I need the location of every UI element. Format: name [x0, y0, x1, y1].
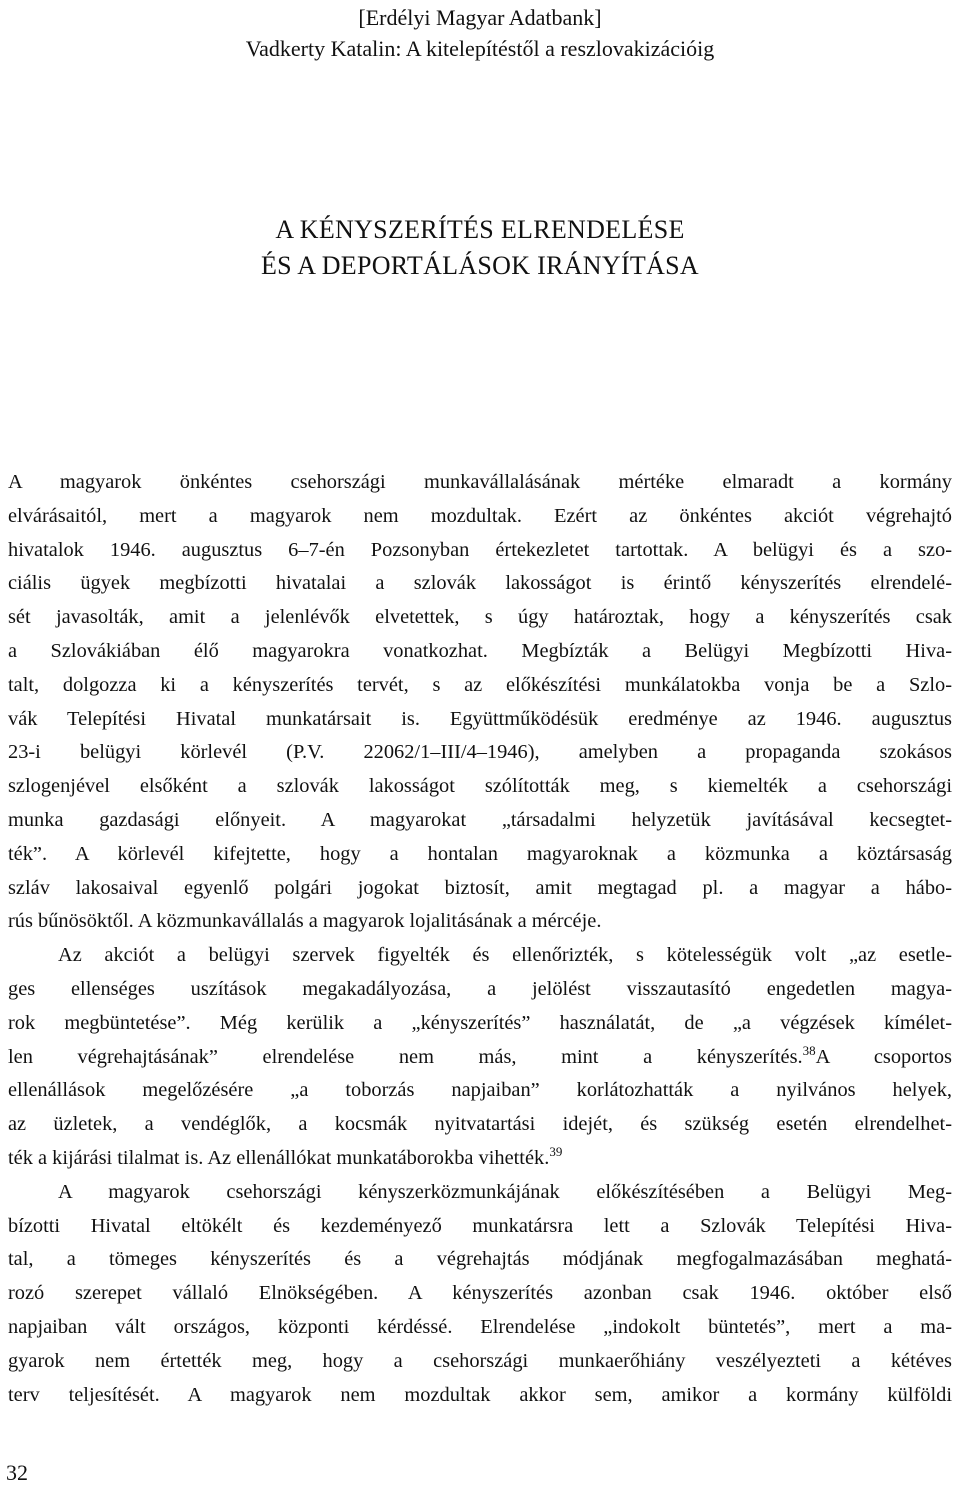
text-line: ellenállások megelőzésére „a toborzás napjaiban” korlátozhatták a nyilvános helyek, [8, 1079, 952, 1102]
text-line: napjaiban vált országos, központi kérdéssé. Elrendelése „indokolt büntetés”, mert a ma- [8, 1315, 952, 1338]
text-line-with-footnote [8, 1142, 952, 1176]
text-line: az üzletek, a vendéglők, a kocsmák nyitvatartási idejét, és szükség esetén elrendelhet- [8, 1113, 952, 1136]
text-line: munka gazdasági előnyeit. A magyarokat „társadalmi helyzetük javításával kecsegtet- [8, 808, 952, 831]
footnote-ref-39: 39 [549, 1143, 563, 1159]
text-line: tal, a tömeges kényszerítés és a végrehajtás módjának megfogalmazásában meghatá- [8, 1248, 952, 1271]
chapter-title-line-1: A KÉNYSZERÍTÉS ELRENDELÉSE [275, 215, 685, 244]
text-line: rozó szerepet vállaló Elnökségében. A kényszerítés azonban csak 1946. október első [8, 1282, 952, 1305]
document-header [0, 0, 960, 64]
text-line: talt, dolgozza ki a kényszerítés tervét, s az előkészítési munkálatokba vonja be a Szlo- [8, 673, 952, 696]
text-line: vák Telepítési Hivatal munkatársait is. Együttműködésük eredménye az 1946. augusztus [8, 707, 952, 730]
body-text [8, 466, 952, 1412]
text-line: terv teljesítését. A magyarok nem mozdultak akkor sem, amikor a kormány külföldi [8, 1383, 952, 1406]
text-line: szláv lakosaival egyenlő polgári jogokat biztosít, amit megtagad pl. a magyar a hábo- [8, 876, 952, 899]
text-fragment: ték a kijárási tilalmat is. Az ellenállókat munkatáborokba vihették. [8, 1146, 550, 1169]
text-line: rús bűnösöktől. A közmunkavállalás a magyarok lojalitásának a mércéje. [8, 910, 602, 933]
text-line: hivatalok 1946. augusztus 6–7-én Pozsonyban értekezletet tartottak. A belügyi és a szo- [8, 538, 952, 561]
footnote-ref-38: 38 [802, 1042, 816, 1058]
text-line: ték”. A körlevél kifejtette, hogy a hontalan magyaroknak a közmunka a köztársaság [8, 842, 952, 865]
text-line: szlogenjével elsőként a szlovák lakosságot szólították meg, s kiemelték a csehországi [8, 775, 952, 798]
text-line: ciális ügyek megbízotti hivatalai a szlovák lakosságot is érintő kényszerítés elrendelé- [8, 572, 952, 595]
text-line: rok megbüntetése”. Még kerülik a „kényszerítés” használatát, de „a végzések kímélet- [8, 1011, 952, 1034]
chapter-title-line-2: ÉS A DEPORTÁLÁSOK IRÁNYÍTÁSA [260, 251, 700, 280]
text-line: a Szlovákiában élő magyarokra vonatkozhat. Megbízták a Belügyi Megbízotti Hiva- [8, 639, 952, 662]
text-line: A magyarok önkéntes csehországi munkavállalásának mértéke elmaradt a kormány [8, 471, 952, 493]
text-line: gyarok nem értették meg, hogy a csehországi munkaerőhiány veszélyezteti a kétéves [8, 1349, 952, 1372]
text-fragment: len végrehajtásának” elrendelése nem más, mint a kényszerítés. [8, 1045, 803, 1068]
text-line: sét javasolták, amit a jelenlévők elvetettek, s úgy határoztak, hogy a kényszerítés csak [8, 606, 952, 629]
text-fragment: A csoportos [815, 1045, 952, 1068]
text-line: A magyarok csehországi kényszerközmunkájának előkészítésében a Belügyi Meg- [58, 1180, 952, 1203]
text-line: ges ellenséges uszítások megakadályozása, a jelölést visszautasító engedetlen magya- [8, 977, 952, 1000]
header-author-title: Vadkerty Katalin: A kitelepítéstől a reszlovakizációig [245, 36, 715, 61]
text-line-with-footnote [8, 1041, 952, 1075]
header-source: [Erdélyi Magyar Adatbank] [358, 5, 602, 30]
text-line: elvárásaitól, mert a magyarok nem mozdultak. Ezért az önkéntes akciót végrehajtó [8, 504, 952, 527]
text-line: 23-i belügyi körlevél (P.V. 22062/1–III/4–1946), amelyben a propaganda szokásos [8, 741, 952, 764]
page-number: 32 [6, 1460, 28, 1485]
chapter-title [0, 212, 960, 284]
text-line: bízotti Hivatal eltökélt és kezdeményező munkatársra lett a Szlovák Telepítési Hiva- [8, 1214, 952, 1237]
text-line: Az akciót a belügyi szervek figyelték és ellenőrizték, s kötelességük volt „az esetle- [58, 944, 952, 967]
